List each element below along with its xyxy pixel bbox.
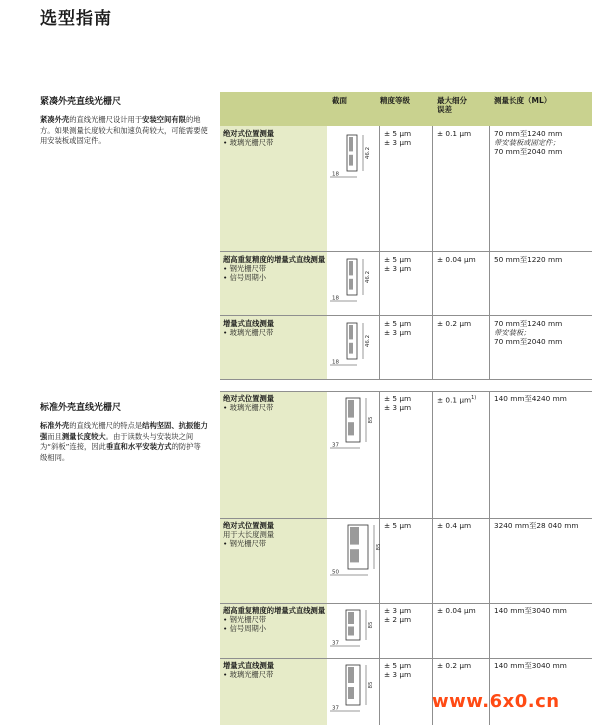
profile-scale <box>349 343 353 354</box>
header-section: 截面 <box>332 96 347 105</box>
product-feature: • 玻璃光栅尺带 <box>223 138 274 148</box>
cross-section-drawing <box>330 521 390 601</box>
row-divider <box>220 518 592 519</box>
measuring-length <box>494 661 589 670</box>
row-divider <box>220 658 592 659</box>
dimension-height-label: 46.2 <box>365 146 371 160</box>
row-divider <box>220 379 592 380</box>
accuracy-value: ± 5 µm <box>384 129 412 138</box>
dimension-width-label: 18 <box>332 359 339 366</box>
measuring-length <box>494 255 589 264</box>
accuracy-value: ± 2 µm <box>384 615 412 625</box>
accuracy-value: ± 5 µm <box>384 255 412 264</box>
product-feature: • 信号周期小 <box>223 624 267 634</box>
dimension-height-label: 46.2 <box>365 270 371 284</box>
row-divider <box>220 603 592 604</box>
measuring-length-line: 140 mm至4240 mm <box>494 394 567 403</box>
product-name <box>223 521 327 549</box>
table-header <box>220 92 592 126</box>
row-divider <box>220 251 592 252</box>
cross-section-drawing <box>330 319 390 377</box>
product-title: 绝对式位置测量 <box>223 394 275 403</box>
measuring-length-line: 带安装板； <box>494 328 531 338</box>
measuring-length-line: 70 mm至2040 mm <box>494 337 563 347</box>
site-watermark: www.6x0.cn <box>432 691 560 712</box>
accuracy-grade <box>384 394 436 412</box>
accuracy-grade <box>384 129 436 147</box>
product-feature: • 玻璃光栅尺带 <box>223 403 274 413</box>
page-title: 选型指南 <box>40 9 112 29</box>
profile-scanning-head <box>348 667 354 683</box>
accuracy-value: ± 5 µm <box>384 319 412 328</box>
product-title: 超高重复精度的增量式直线测量 <box>223 255 326 264</box>
header-accuracy: 精度等级 <box>380 96 410 105</box>
header-interpolation-error: 最大细分 误差 <box>437 96 467 114</box>
product-subtitle: 用于大长度测量 <box>223 530 275 540</box>
accuracy-grade <box>384 606 436 624</box>
accuracy-value: ± 5 µm <box>384 521 412 530</box>
accuracy-value: ± 3 µm <box>384 264 412 274</box>
dimension-height-label: 85 <box>368 621 374 629</box>
profile-scale <box>348 687 354 699</box>
dimension-width-label: 18 <box>332 171 339 178</box>
table-row <box>220 606 592 656</box>
accuracy-grade <box>384 661 436 679</box>
interpolation-error: ± 0.1 µm <box>437 129 472 138</box>
interpolation-error: ± 0.2 µm <box>437 319 472 328</box>
profile-scale <box>349 155 353 166</box>
product-feature: • 信号周期小 <box>223 273 267 283</box>
interpolation-error: ± 0.04 µm <box>437 255 476 264</box>
product-title: 超高重复精度的增量式直线测量 <box>223 606 326 615</box>
product-name <box>223 255 327 283</box>
measuring-length-line: 70 mm至1240 mm <box>494 129 563 138</box>
accuracy-value: ± 5 µm <box>384 661 412 670</box>
table-row <box>220 319 592 377</box>
interpolation-error: ± 0.2 µm <box>437 661 472 670</box>
measuring-length <box>494 319 589 347</box>
interpolation-error: ± 0.4 µm <box>437 521 472 530</box>
product-name <box>223 319 327 337</box>
product-title: 绝对式位置测量 <box>223 129 275 138</box>
table-row <box>220 255 592 313</box>
measuring-length-line: 140 mm至3040 mm <box>494 606 567 615</box>
measuring-length <box>494 129 589 157</box>
dimension-height-label: 85 <box>368 416 374 424</box>
profile-scale <box>350 549 359 562</box>
accuracy-value: ± 3 µm <box>384 606 412 615</box>
accuracy-grade <box>384 255 436 273</box>
profile-scanning-head <box>349 261 353 275</box>
profile-scale <box>348 627 354 636</box>
product-title: 增量式直线测量 <box>223 661 275 670</box>
section-desc-standard: 标准外壳的直线光栅尺的特点是结构坚固、抗振能力强而且测量长度较大。由于读数头与安装块之间为“斜板”连接，因此垂直和水平安装方式的防护等级相同。 <box>40 421 208 462</box>
measuring-length <box>494 394 589 403</box>
dimension-width-label: 37 <box>332 640 339 647</box>
accuracy-value: ± 3 µm <box>384 403 412 413</box>
product-name <box>223 394 327 412</box>
product-name <box>223 129 327 147</box>
measuring-length-line: 3240 mm至28 040 mm <box>494 521 579 530</box>
product-title: 绝对式位置测量 <box>223 521 275 530</box>
measuring-length-line: 140 mm至3040 mm <box>494 661 567 670</box>
accuracy-value: ± 5 µm <box>384 394 412 403</box>
measuring-length-line: 70 mm至1240 mm <box>494 319 563 328</box>
product-feature: • 玻璃光栅尺带 <box>223 670 274 680</box>
table-row <box>220 394 592 514</box>
cross-section-drawing <box>330 606 390 656</box>
dimension-height-label: 85 <box>376 543 382 551</box>
section-heading-compact: 紧凑外壳直线光栅尺 <box>40 97 122 107</box>
product-feature: • 钢光栅尺带 <box>223 539 267 549</box>
cross-section-drawing <box>330 394 390 514</box>
footnote-marker: 1) <box>471 395 477 401</box>
interpolation-error: ± 0.1 µm$^{1)}$ <box>437 395 477 405</box>
dimension-height-label: 46.2 <box>365 334 371 348</box>
table-row <box>220 521 592 601</box>
dimension-width-label: 37 <box>332 442 339 449</box>
dimension-width-label: 37 <box>332 705 339 712</box>
measuring-length-line: 70 mm至2040 mm <box>494 147 563 157</box>
section-heading-standard: 标准外壳直线光栅尺 <box>40 403 122 413</box>
accuracy-value: ± 3 µm <box>384 328 412 338</box>
cross-section-drawing <box>330 129 390 249</box>
profile-scanning-head <box>348 400 354 418</box>
measuring-length <box>494 606 589 615</box>
accuracy-grade <box>384 319 436 337</box>
section-desc-compact: 紧凑外壳的直线光栅尺设计用于安装空间有限的地方。如果测量长度较大和加速负荷较大，可能需要使用安装板或固定件。 <box>40 115 208 146</box>
cross-section-drawing <box>330 661 390 721</box>
profile-scale <box>348 422 354 435</box>
product-name <box>223 606 327 634</box>
accuracy-grade <box>384 521 436 530</box>
product-feature: • 钢光栅尺带 <box>223 615 267 625</box>
row-divider <box>220 315 592 316</box>
profile-scanning-head <box>349 137 353 151</box>
row-divider <box>220 391 592 392</box>
accuracy-value: ± 3 µm <box>384 670 412 680</box>
measuring-length-line: 50 mm至1220 mm <box>494 255 563 264</box>
accuracy-value: ± 3 µm <box>384 138 412 148</box>
product-feature: • 玻璃光栅尺带 <box>223 328 274 338</box>
table-row <box>220 129 592 249</box>
profile-scale <box>349 279 353 290</box>
dimension-height-label: 85 <box>368 681 374 689</box>
profile-scanning-head <box>348 612 354 624</box>
measuring-length <box>494 521 589 530</box>
dimension-width-label: 50 <box>332 569 339 576</box>
measuring-length-line: 带安装板或固定件； <box>494 138 560 148</box>
header-measuring-length: 测量长度（ML） <box>494 96 552 105</box>
cross-section-drawing <box>330 255 390 313</box>
dimension-width-label: 18 <box>332 295 339 302</box>
interpolation-error: ± 0.04 µm <box>437 606 476 615</box>
product-feature: • 钢光栅尺带 <box>223 264 267 274</box>
product-name <box>223 661 327 679</box>
product-title: 增量式直线测量 <box>223 319 275 328</box>
profile-scanning-head <box>349 325 353 339</box>
profile-scanning-head <box>350 527 359 545</box>
